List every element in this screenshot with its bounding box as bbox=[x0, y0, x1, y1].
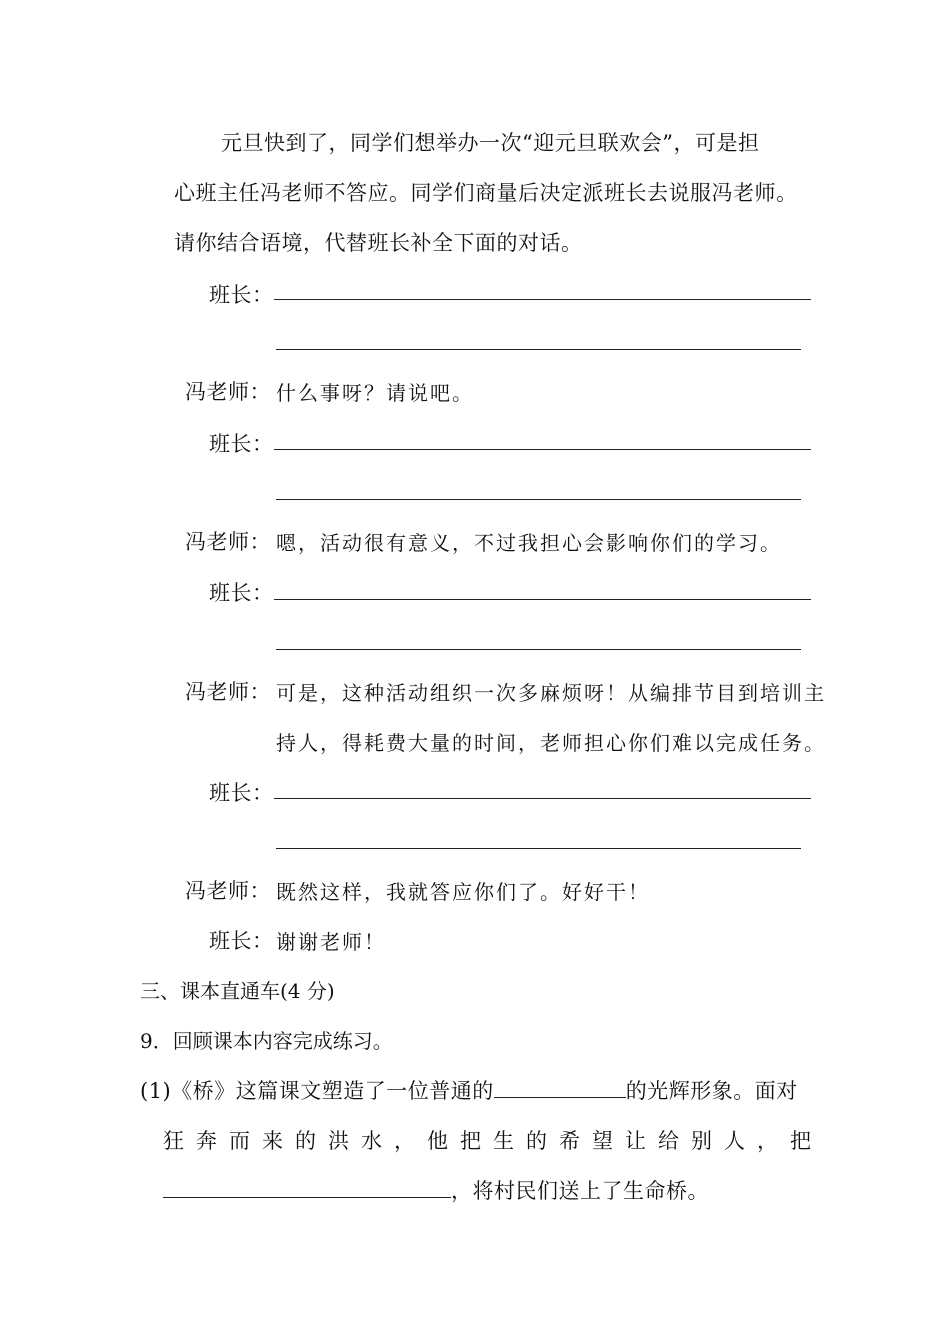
char: 奔 bbox=[196, 1129, 217, 1153]
answer-blank-q9-1b[interactable] bbox=[163, 1197, 451, 1198]
char: 把 bbox=[460, 1129, 481, 1153]
teacher-reply-4: 既然这样，我就答应你们了。好好干！ bbox=[276, 880, 650, 904]
teacher-reply-2: 嗯，活动很有意义，不过我担心会影响你们的学习。 bbox=[276, 531, 782, 555]
answer-line-2b[interactable] bbox=[276, 499, 801, 500]
monitor-label-4: 班长： bbox=[209, 781, 274, 805]
teacher-reply-3-line-2: 持人，得耗费大量的时间，老师担心你们难以完成任务。 bbox=[276, 731, 826, 755]
section-3-title: 三、课本直通车(4 分) bbox=[140, 979, 335, 1003]
char: 给 bbox=[658, 1129, 679, 1153]
answer-blank-q9-1a[interactable] bbox=[494, 1097, 626, 1098]
char: 而 bbox=[229, 1129, 250, 1153]
question-9-1-line-2 bbox=[163, 1125, 811, 1155]
teacher-label-3: 冯老师： bbox=[185, 680, 271, 704]
monitor-label-3: 班长： bbox=[209, 581, 274, 605]
answer-line-3b[interactable] bbox=[276, 649, 801, 650]
char: 别 bbox=[691, 1129, 712, 1153]
teacher-reply-1: 什么事呀？请说吧。 bbox=[276, 381, 474, 405]
question-9: 9．回顾课本内容完成练习。 bbox=[140, 1029, 393, 1053]
intro-line-1: 元旦快到了，同学们想举办一次“迎元旦联欢会”，可是担 bbox=[221, 131, 760, 155]
char: 来 bbox=[262, 1129, 283, 1153]
char: 生 bbox=[493, 1129, 514, 1153]
q9-1-text-c: ，将村民们送上了生命桥。 bbox=[451, 1179, 709, 1203]
intro-line-3: 请你结合语境，代替班长补全下面的对话。 bbox=[174, 231, 583, 255]
answer-line-4b[interactable] bbox=[276, 848, 801, 849]
question-9-1-line-3 bbox=[163, 1175, 709, 1205]
monitor-label-1: 班长： bbox=[209, 283, 274, 307]
answer-line-1a[interactable] bbox=[274, 299, 811, 300]
char: ， bbox=[394, 1129, 415, 1153]
monitor-label-5: 班长： bbox=[209, 929, 274, 953]
char: 让 bbox=[625, 1129, 646, 1153]
answer-line-3a[interactable] bbox=[274, 599, 811, 600]
char: ， bbox=[757, 1129, 778, 1153]
teacher-label-4: 冯老师： bbox=[185, 879, 271, 903]
monitor-label-2: 班长： bbox=[209, 432, 274, 456]
answer-line-1b[interactable] bbox=[276, 349, 801, 350]
answer-line-2a[interactable] bbox=[274, 449, 811, 450]
question-9-1-line-1 bbox=[140, 1075, 798, 1105]
char: 的 bbox=[295, 1129, 316, 1153]
char: 人 bbox=[724, 1129, 745, 1153]
answer-line-4a[interactable] bbox=[274, 798, 811, 799]
char: 水 bbox=[361, 1129, 382, 1153]
char: 狂 bbox=[163, 1129, 184, 1153]
char: 的 bbox=[526, 1129, 547, 1153]
teacher-label-1: 冯老师： bbox=[185, 380, 271, 404]
q9-1-text-b: 的光辉形象。面对 bbox=[625, 1079, 798, 1103]
char: 望 bbox=[592, 1129, 613, 1153]
char: 洪 bbox=[328, 1129, 349, 1153]
teacher-label-2: 冯老师： bbox=[185, 530, 271, 554]
char: 把 bbox=[790, 1129, 811, 1153]
teacher-reply-3-line-1: 可是，这种活动组织一次多麻烦呀！从编排节目到培训主 bbox=[276, 681, 826, 705]
monitor-final-reply: 谢谢老师！ bbox=[276, 930, 386, 954]
char: 希 bbox=[559, 1129, 580, 1153]
char: 他 bbox=[427, 1129, 448, 1153]
q9-1-text-a: (1)《桥》这篇课文塑造了一位普通的 bbox=[140, 1079, 494, 1103]
intro-line-2: 心班主任冯老师不答应。同学们商量后决定派班长去说服冯老师。 bbox=[174, 181, 798, 205]
